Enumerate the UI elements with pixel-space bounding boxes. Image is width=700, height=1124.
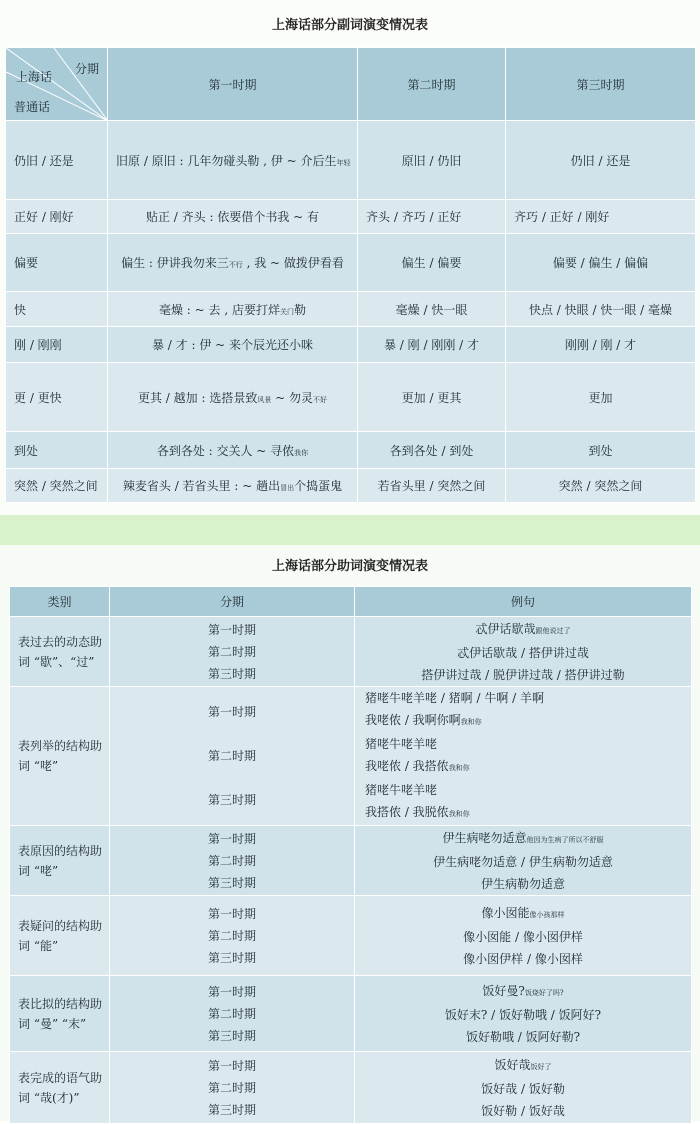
- period2-cell: 暴 / 刚 / 刚刚 / 才: [358, 327, 506, 363]
- word-cell: 到处: [6, 432, 108, 469]
- table-row: [10, 896, 692, 976]
- column-header: 第三时期: [506, 48, 696, 121]
- table-row: [6, 292, 696, 327]
- word-cell: 刚 / 刚刚: [6, 327, 108, 363]
- word-cell: 突然 / 突然之间: [6, 469, 108, 503]
- corner-row-label-shanghai: 上海话: [16, 70, 53, 84]
- column-header: 第一时期: [108, 48, 358, 121]
- word-cell: 正好 / 刚好: [6, 200, 108, 234]
- period1-cell: 各到各处 : 交关人 ~ 寻侬我你: [108, 432, 358, 469]
- corner-row-label-mandarin: 普通话: [14, 100, 51, 114]
- period3-cell: 更加: [506, 363, 696, 432]
- adverb-table-title: 上海话部分副词演变情况表: [271, 18, 428, 33]
- column-header: 例句: [355, 587, 692, 617]
- example-cell: 饭好曼?饭烧好了吗? 饭好末? / 饭好勒哦 / 饭阿好? 饭好勒哦 / 饭阿好勒?: [355, 976, 692, 1052]
- category-cell: 表疑问的结构助 词 “能”: [10, 896, 110, 976]
- period-cell: 第一时期 第二时期 第三时期: [110, 687, 355, 826]
- table-row: [6, 121, 696, 200]
- period1-cell: 辣麦省头 / 若省头里 : ~ 趟出冒出个捣蛋鬼: [108, 469, 358, 503]
- column-header: 第二时期: [358, 48, 506, 121]
- particle-table: [9, 586, 692, 1124]
- example-cell: 饭好哉饭好了 饭好哉 / 饭好勒 饭好勒 / 饭好哉: [355, 1052, 692, 1124]
- word-cell: 仍旧 / 还是: [6, 121, 108, 200]
- table-corner-cell: [6, 48, 108, 121]
- word-cell: 偏要: [6, 234, 108, 292]
- particle-table-title: 上海话部分助词演变情况表: [271, 559, 428, 574]
- adverb-table-panel: [0, 0, 700, 515]
- table-row: [6, 200, 696, 234]
- period2-cell: 齐头 / 齐巧 / 正好: [358, 200, 506, 234]
- example-cell: 忒伊话歇哉跟他说过了 忒伊话歇哉 / 搭伊讲过哉 搭伊讲过哉 / 脱伊讲过哉 / 搭伊讲过勒: [355, 617, 692, 687]
- example-cell: 伊生病咾勿适意他因为生病了所以不舒服 伊生病咾勿适意 / 伊生病勒勿适意 伊生病勒勿适意: [355, 826, 692, 896]
- table-row: [10, 976, 692, 1052]
- category-cell: 表列举的结构助 词 “咾”: [10, 687, 110, 826]
- period-cell: 第一时期 第二时期 第三时期: [110, 826, 355, 896]
- particle-table-panel: [0, 545, 700, 1121]
- category-cell: 表完成的语气助 词 “哉(才)”: [10, 1052, 110, 1124]
- category-cell: 表原因的结构助 词 “咾”: [10, 826, 110, 896]
- period3-cell: 仍旧 / 还是: [506, 121, 696, 200]
- word-cell: 快: [6, 292, 108, 327]
- period1-cell: 旧原 / 原旧 : 几年勿碰头勒 , 伊 ~ 介后生年轻: [108, 121, 358, 200]
- table-row: [10, 1052, 692, 1124]
- panel-separator: [0, 515, 700, 545]
- period-cell: 第一时期 第二时期 第三时期: [110, 617, 355, 687]
- category-cell: 表比拟的结构助 词 “曼” “末”: [10, 976, 110, 1052]
- period3-cell: 偏要 / 偏生 / 偏偏: [506, 234, 696, 292]
- period-cell: 第一时期 第二时期 第三时期: [110, 1052, 355, 1124]
- period2-cell: 原旧 / 仍旧: [358, 121, 506, 200]
- period2-cell: 偏生 / 偏要: [358, 234, 506, 292]
- period3-cell: 快点 / 快眼 / 快一眼 / 毫燥: [506, 292, 696, 327]
- period2-cell: 毫燥 / 快一眼: [358, 292, 506, 327]
- table-row: [10, 617, 692, 687]
- table-row: [6, 432, 696, 469]
- table-row: [6, 234, 696, 292]
- table-row: [10, 687, 692, 826]
- word-cell: 更 / 更快: [6, 363, 108, 432]
- table-row: [6, 363, 696, 432]
- period2-cell: 更加 / 更其: [358, 363, 506, 432]
- column-header: 类别: [10, 587, 110, 617]
- period1-cell: 更其 / 越加 : 选搭景致风景 ~ 勿灵不好: [108, 363, 358, 432]
- table-row: [10, 826, 692, 896]
- example-cell: 像小囡能像小孩那样 像小囡能 / 像小囡伊样 像小囡伊样 / 像小囡样: [355, 896, 692, 976]
- period1-cell: 偏生 : 伊讲我勿来三不行 , 我 ~ 做拨伊看看: [108, 234, 358, 292]
- period3-cell: 突然 / 突然之间: [506, 469, 696, 503]
- period2-cell: 若省头里 / 突然之间: [358, 469, 506, 503]
- table-row: [6, 327, 696, 363]
- period3-cell: 刚刚 / 刚 / 才: [506, 327, 696, 363]
- column-header: 分期: [110, 587, 355, 617]
- table-row: [6, 469, 696, 503]
- period3-cell: 到处: [506, 432, 696, 469]
- adverb-table: [5, 47, 696, 503]
- period1-cell: 暴 / 才 : 伊 ~ 来个辰光还小咪: [108, 327, 358, 363]
- category-cell: 表过去的动态助 词 “歇”、“过”: [10, 617, 110, 687]
- period1-cell: 毫燥 : ~ 去 , 店要打烊关门勒: [108, 292, 358, 327]
- example-cell: 猪咾牛咾羊咾 / 猪啊 / 牛啊 / 羊啊 我咾侬 / 我啊你啊我和你 猪咾牛咾羊咾 我咾侬 / 我搭侬我和你 猪咾牛咾羊咾 我搭侬 / 我脱侬我和你: [355, 687, 692, 826]
- period-cell: 第一时期 第二时期 第三时期: [110, 896, 355, 976]
- corner-col-label: 分期: [74, 62, 99, 76]
- period1-cell: 贴正 / 齐头 : 依要借个书我 ~ 有: [108, 200, 358, 234]
- period2-cell: 各到各处 / 到处: [358, 432, 506, 469]
- period3-cell: 齐巧 / 正好 / 刚好: [506, 200, 696, 234]
- period-cell: 第一时期 第二时期 第三时期: [110, 976, 355, 1052]
